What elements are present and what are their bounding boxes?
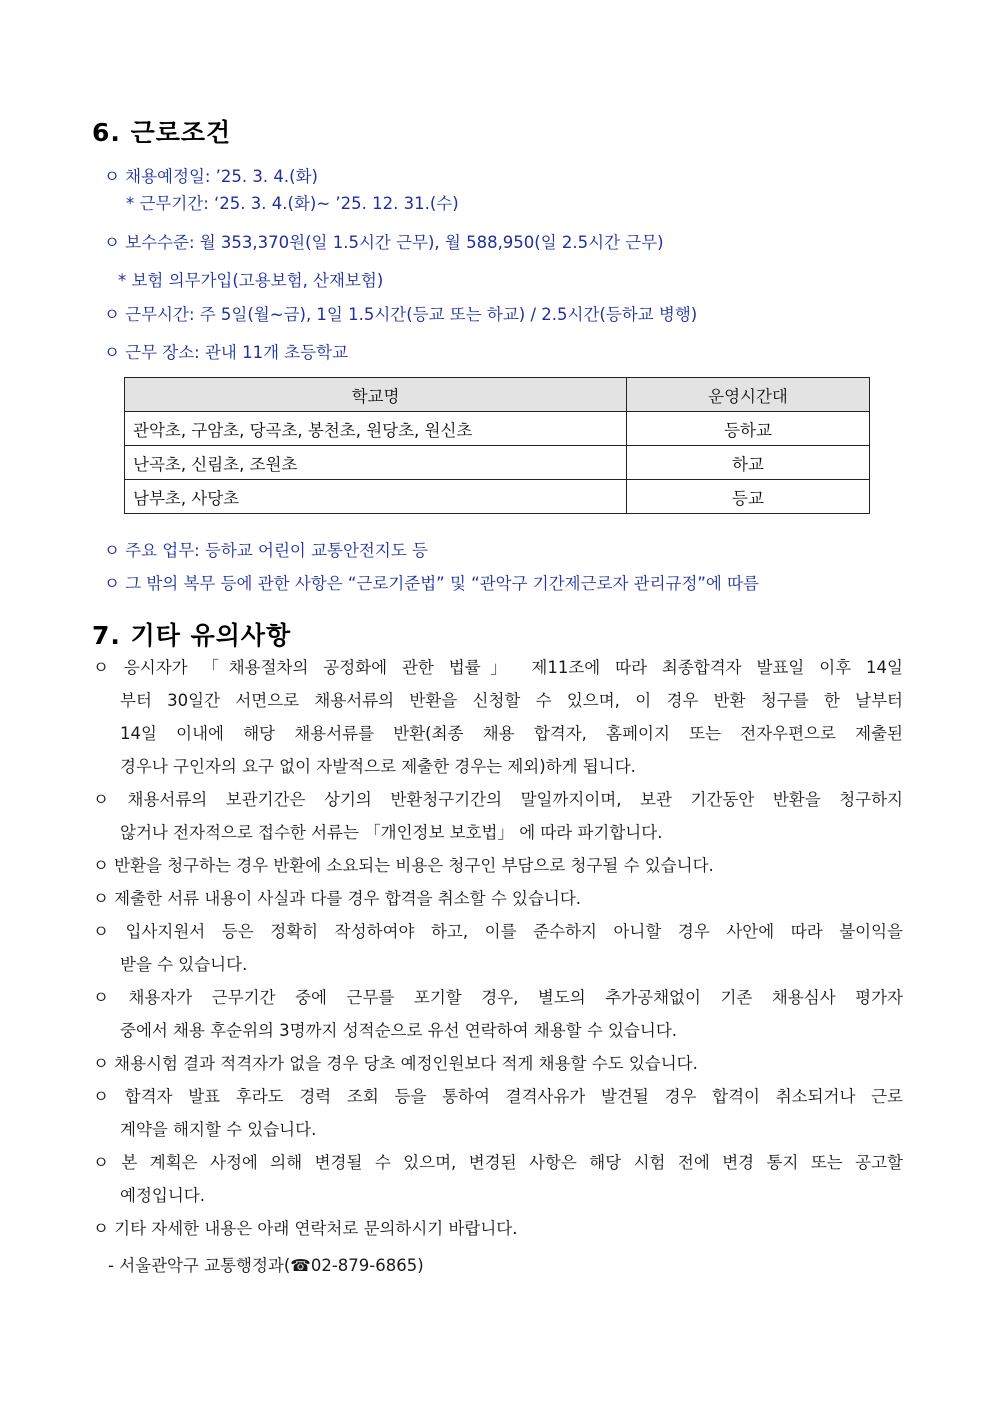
school-schedule-table — [124, 377, 870, 514]
notice-line: 중에서 채용 후순위의 3명까지 성적순으로 유선 연락하여 채용할 수 있습니다. — [120, 1021, 678, 1040]
work-hours: ㅇ 근무시간: 주 5일(월~금), 1일 1.5시간(등교 또는 하교) / 2.5시간(등하교 병행) — [104, 305, 698, 324]
hire-date: ㅇ 채용예정일: ’25. 3. 4.(화) — [104, 167, 318, 186]
table-cell-school: 관악초, 구암초, 당곡초, 봉천초, 원당초, 원신초 — [125, 412, 627, 446]
table-row — [125, 446, 870, 480]
table-header-time: 운영시간대 — [627, 378, 870, 412]
pay-level: ㅇ 보수수준: 월 353,370원(일 1.5시간 근무), 월 588,950(일 2.5시간 근무) — [104, 233, 664, 252]
table-cell-time: 하교 — [627, 446, 870, 480]
notice-line: ㅇ 응시자가 「채용절차의 공정화에 관한 법률」 제11조에 따라 최종합격자 발표일 이후 14일 — [93, 658, 903, 677]
table-header-school: 학교명 — [125, 378, 627, 412]
notice-line: 받을 수 있습니다. — [120, 955, 248, 974]
table-cell-school: 난곡초, 신림초, 조원초 — [125, 446, 627, 480]
notice-line: ㅇ 채용서류의 보관기간은 상기의 반환청구기간의 말일까지이며, 보관 기간동안 반환을 청구하지 — [93, 790, 903, 809]
section6-title: 6. 근로조건 — [92, 118, 232, 147]
notice-line: 예정입니다. — [120, 1186, 205, 1205]
notice-list — [93, 651, 903, 1245]
other-service-rules: ㅇ 그 밖의 복무 등에 관한 사항은 “근로기준법” 및 “관악구 기간제근로자 관리규정”에 따름 — [104, 574, 759, 593]
table-cell-time: 등교 — [627, 480, 870, 514]
table-header-row — [125, 378, 870, 412]
insurance-note: * 보험 의무가입(고용보험, 산재보험) — [118, 271, 384, 290]
notice-line: ㅇ 합격자 발표 후라도 경력 조회 등을 통하여 결격사유가 발견될 경우 합격이 취소되거나 근로 — [93, 1087, 903, 1106]
notice-line: 14일 이내에 해당 채용서류를 반환(최종 채용 합격자, 홈페이지 또는 전자우편으로 제출된 — [120, 724, 903, 743]
notice-line: ㅇ 채용시험 결과 적격자가 없을 경우 당초 예정인원보다 적게 채용할 수도 있습니다. — [93, 1054, 698, 1073]
table-cell-school: 남부초, 사당초 — [125, 480, 627, 514]
notice-line: 않거나 전자적으로 접수한 서류는 「개인정보 보호법」 에 따라 파기합니다. — [120, 823, 663, 842]
notice-line: 계약을 해지할 수 있습니다. — [120, 1120, 317, 1139]
section7-title: 7. 기타 유의사항 — [92, 621, 292, 650]
main-duties: ㅇ 주요 업무: 등하교 어린이 교통안전지도 등 — [104, 541, 428, 560]
notice-line: ㅇ 입사지원서 등은 정확히 작성하여야 하고, 이를 준수하지 아니할 경우 사안에 따라 불이익을 — [93, 922, 903, 941]
notice-line: ㅇ 제출한 서류 내용이 사실과 다를 경우 합격을 취소할 수 있습니다. — [93, 889, 582, 908]
contact-info: - 서울관악구 교통행정과(☎02-879-6865) — [108, 1256, 424, 1275]
notice-line: 부터 30일간 서면으로 채용서류의 반환을 신청할 수 있으며, 이 경우 반환 청구를 한 날부터 — [120, 691, 903, 710]
notice-line: ㅇ 채용자가 근무기간 중에 근무를 포기할 경우, 별도의 추가공채없이 기존 채용심사 평가자 — [93, 988, 903, 1007]
table-cell-time: 등하교 — [627, 412, 870, 446]
work-location: ㅇ 근무 장소: 관내 11개 초등학교 — [104, 343, 349, 362]
notice-line: ㅇ 반환을 청구하는 경우 반환에 소요되는 비용은 청구인 부담으로 청구될 수 있습니다. — [93, 856, 714, 875]
work-period: * 근무기간: ‘25. 3. 4.(화)~ ’25. 12. 31.(수) — [126, 194, 459, 213]
notice-line: ㅇ 본 계획은 사정에 의해 변경될 수 있으며, 변경된 사항은 해당 시험 전에 변경 통지 또는 공고할 — [93, 1153, 903, 1172]
table-row — [125, 412, 870, 446]
notice-line: 경우나 구인자의 요구 없이 자발적으로 제출한 경우는 제외)하게 됩니다. — [120, 757, 636, 776]
table-row — [125, 480, 870, 514]
notice-line: ㅇ 기타 자세한 내용은 아래 연락처로 문의하시기 바랍니다. — [93, 1219, 518, 1238]
